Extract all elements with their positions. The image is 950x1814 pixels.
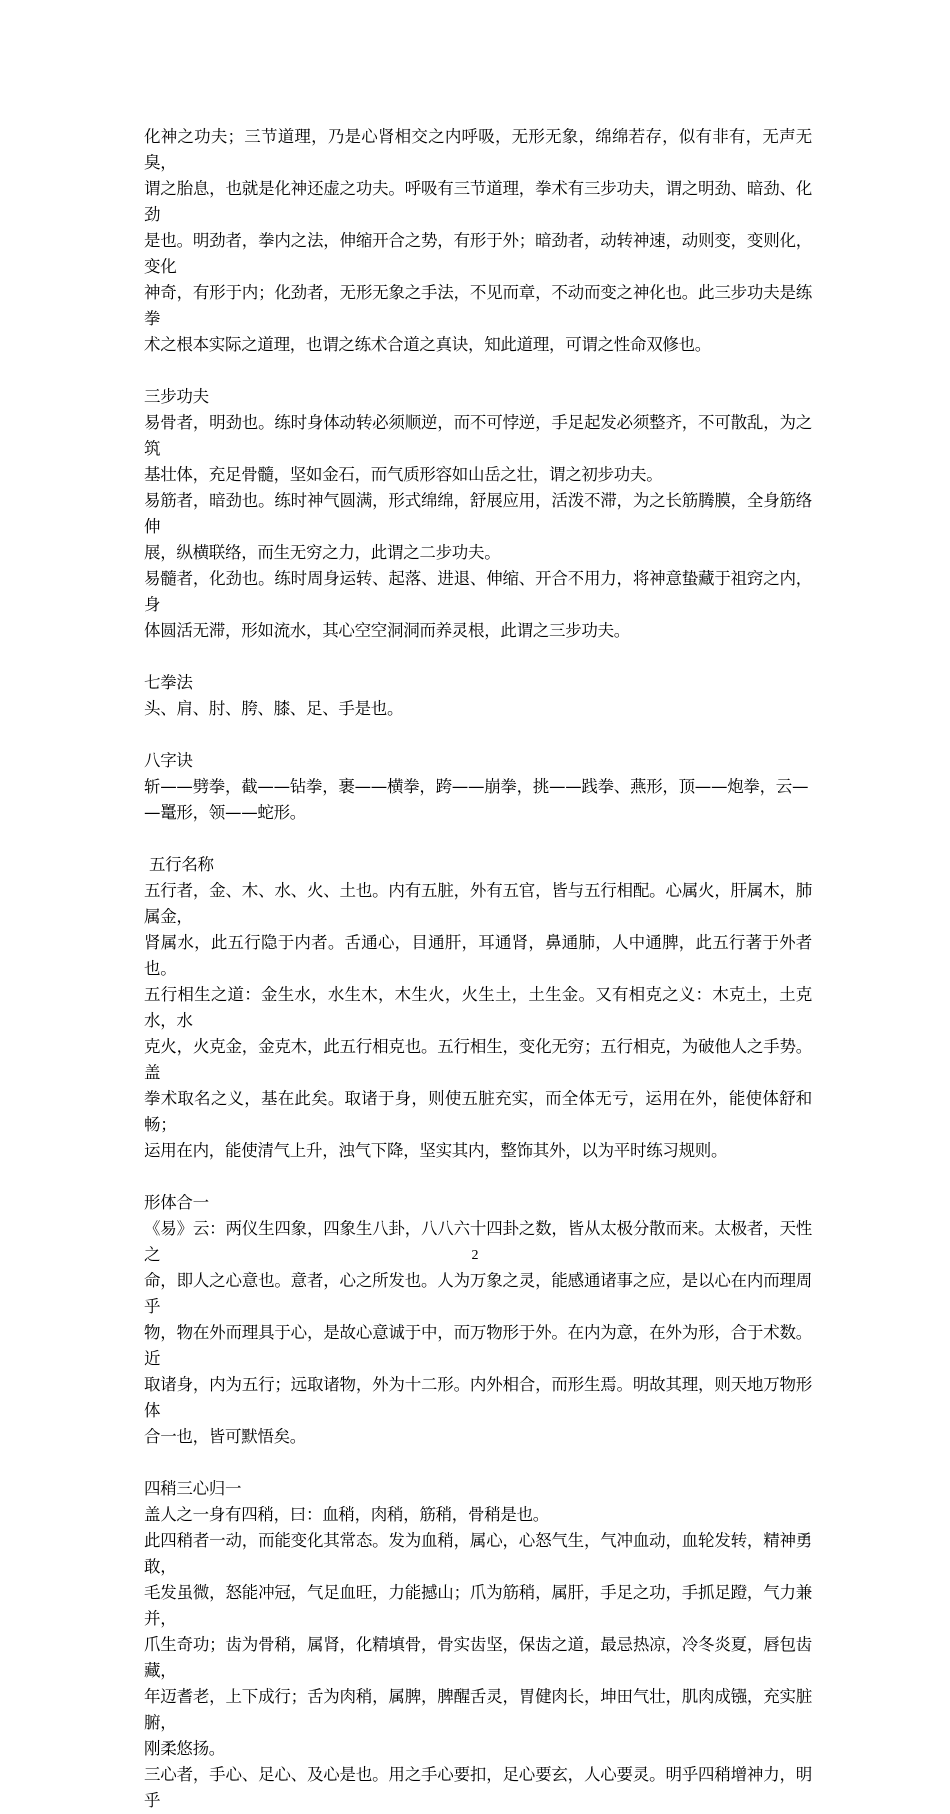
paragraph: 头、肩、肘、胯、膝、足、手是也。 — [144, 699, 404, 718]
paragraph: 此四稍者一动，而能变化其常态。发为血稍，属心，心怒气生，气冲血动，血轮发转，精神勇敢， 毛发虽微，怒能冲冠，气足血旺，力能撼山；爪为筋稍，属肝，手足之功，手抓足蹬，气力兼并， 爪生奇功；齿为骨稍，属肾，化精填骨，骨实齿坚，保齿之道，最忌热凉，冷冬炎夏，唇包齿藏， 年迈耆老，上下成行；舌为肉稍，属脾，脾醒舌灵，胃健肉长，坤田气壮，肌肉成镪，充实脏腑， 刚柔悠扬。 — [144, 1531, 812, 1758]
paragraph: 三心者，手心、足心、及心是也。用之手心要扣，足心要玄，人心要灵。明乎四稍增神力，明乎 — [144, 1765, 812, 1810]
section-eight-words — [144, 748, 812, 826]
section-heading: 五行名称 — [144, 855, 214, 874]
paragraph: 化神之功夫；三节道理，乃是心肾相交之内呼吸，无形无象，绵绵若存，似有非有，无声无臭， 谓之胎息，也就是化神还虚之功夫。呼吸有三节道理，拳术有三步功夫，谓之明劲、暗劲、化劲 是也。明劲者，拳内之法，伸缩开合之势，有形于外；暗劲者，动转神速，动则变，变则化，变化 神奇，有形于内；化劲者，无形无象之手法，不见而章，不动而变之神化也。此三步功夫是练拳 术之根本实际之道理，也谓之练术合道之真诀，知此道理，可谓之性命双修也。 — [144, 127, 812, 354]
section-heading: 四稍三心归一 — [144, 1479, 242, 1498]
section-intro — [144, 124, 812, 358]
paragraph: 盖人之一身有四稍，曰：血稍，肉稍，筋稍，骨稍是也。 — [144, 1505, 550, 1524]
paragraph: 五行者，金、木、水、火、土也。内有五脏，外有五官，皆与五行相配。心属火，肝属木，肺属金， 肾属水，此五行隐于内者。舌通心，目通肝，耳通肾，鼻通肺，人中通脾，此五行著于外者也。 五行相生之道：金生水，水生木，木生火，火生土，土生金。又有相克之义：木克土，土克水，水 克火，火克金，金克木，此五行相克也。五行相生，变化无穷；五行相克，为破他人之手势。盖 拳术取名之义，基在此矣。取诸于身，则使五脏充实，而全体无亏，运用在外，能使体舒和畅； 运用在内，能使清气上升，浊气下降，坚实其内，整饰其外，以为平时练习规则。 — [144, 881, 812, 1160]
section-four-tips — [144, 1476, 812, 1814]
section-heading: 七拳法 — [144, 673, 193, 692]
section-heading: 形体合一 — [144, 1193, 209, 1212]
paragraph: 易筋者，暗劲也。练时神气圆满，形式绵绵，舒展应用，活泼不滞，为之长筋腾膜，全身筋络伸 展，纵横联络，而生无穷之力，此谓之二步功夫。 — [144, 491, 812, 562]
paragraph: 《易》云：两仪生四象，四象生八卦，八八六十四卦之数，皆从太极分散而来。太极者，天性之 命，即人之心意也。意者，心之所发也。人为万象之灵，能感通诸事之应，是以心在内而理周乎 物，物在外而理具于心，是故心意诚于中，而万物形于外。在内为意，在外为形，合于术数。近 取诸身，内为五行；远取诸物，外为十二形。内外相合，而形生焉。明故其理，则天地万物形体 合一也，皆可默悟矣。 — [144, 1219, 812, 1446]
section-heading: 八字诀 — [144, 751, 193, 770]
page-number: 2 — [471, 1248, 479, 1263]
document-body — [144, 124, 812, 1814]
section-five-elements — [144, 852, 812, 1164]
section-three-steps — [144, 384, 812, 644]
section-body-unity — [144, 1190, 812, 1450]
paragraph: 易骨者，明劲也。练时身体动转必须顺逆，而不可悖逆，手足起发必须整齐，不可散乱，为之筑 基壮体，充足骨髓，坚如金石，而气质形容如山岳之壮，谓之初步功夫。 — [144, 413, 812, 484]
paragraph: 易髓者，化劲也。练时周身运转、起落、进退、伸缩、开合不用力，将神意蛰藏于祖窍之内，身 体圆活无滞，形如流水，其心空空洞洞而养灵根，此谓之三步功夫。 — [144, 569, 812, 640]
section-heading: 三步功夫 — [144, 387, 209, 406]
section-seven-fists — [144, 670, 812, 722]
paragraph: 斩——劈拳，截——钻拳，裹——横拳，跨——崩拳，挑——践拳、燕形，顶——炮拳，云— —鼍形，领——蛇形。 — [144, 777, 809, 822]
